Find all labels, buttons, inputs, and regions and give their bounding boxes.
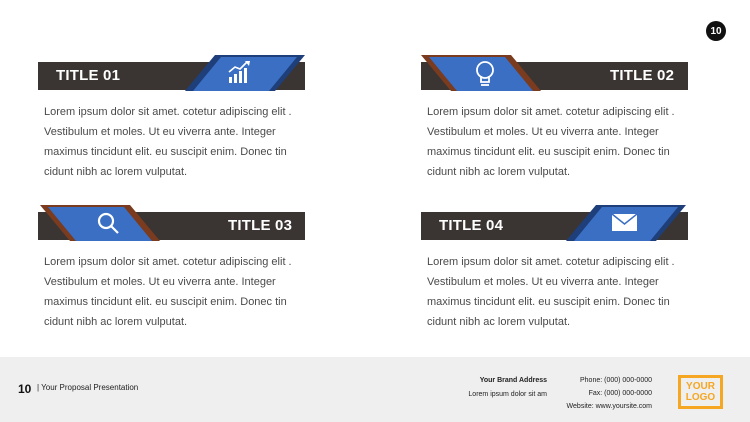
footer-address-line: Lorem ipsum dolor sit am — [468, 391, 547, 398]
block-title-2: TITLE 02 — [610, 67, 675, 84]
envelope-icon — [612, 214, 637, 231]
brand-logo — [678, 375, 723, 409]
footer-presentation-title: | Your Proposal Presentation — [37, 383, 139, 392]
block-title-1: TITLE 01 — [56, 67, 121, 84]
ribbon-2 — [421, 55, 541, 91]
block-text-4: Lorem ipsum dolor sit amet. cotetur adipiscing elit . Vestibulum et moles. Ut eu viverra ante. Integer maximus tincidunt elit. eu suscipit enim. Donec tin cidunt nibh ac lorem vulputat. — [427, 256, 675, 328]
footer-phone: Phone: (000) 000-0000 — [580, 377, 652, 384]
footer-website: Website: www.yoursite.com — [566, 403, 652, 410]
logo-line-1: YOUR — [686, 381, 715, 392]
block-text-1: Lorem ipsum dolor sit amet. cotetur adipiscing elit . Vestibulum et moles. Ut eu viverra ante. Integer maximus tincidunt elit. eu suscipit enim. Donec tin cidunt nibh ac lorem vulputat. — [44, 106, 292, 178]
slide-number-badge: 10 — [706, 21, 726, 41]
block-title-3: TITLE 03 — [228, 217, 293, 234]
footer-fax: Fax: (000) 000-0000 — [588, 390, 652, 397]
ribbon-1 — [185, 55, 305, 91]
block-text-2: Lorem ipsum dolor sit amet. cotetur adipiscing elit . Vestibulum et moles. Ut eu viverra ante. Integer maximus tincidunt elit. eu suscipit enim. Donec tin cidunt nibh ac lorem vulputat. — [427, 106, 675, 178]
ribbon-3 — [40, 205, 160, 241]
logo-line-2: LOGO — [685, 392, 716, 403]
footer — [0, 357, 750, 422]
block-title-4: TITLE 04 — [439, 217, 504, 234]
footer-brand-address: Your Brand Address — [479, 377, 547, 384]
block-text-3: Lorem ipsum dolor sit amet. cotetur adipiscing elit . Vestibulum et moles. Ut eu viverra ante. Integer maximus tincidunt elit. eu suscipit enim. Donec tin cidunt nibh ac lorem vulputat. — [44, 256, 292, 328]
footer-page-number: 10 — [18, 382, 32, 396]
ribbon-4 — [566, 205, 686, 241]
